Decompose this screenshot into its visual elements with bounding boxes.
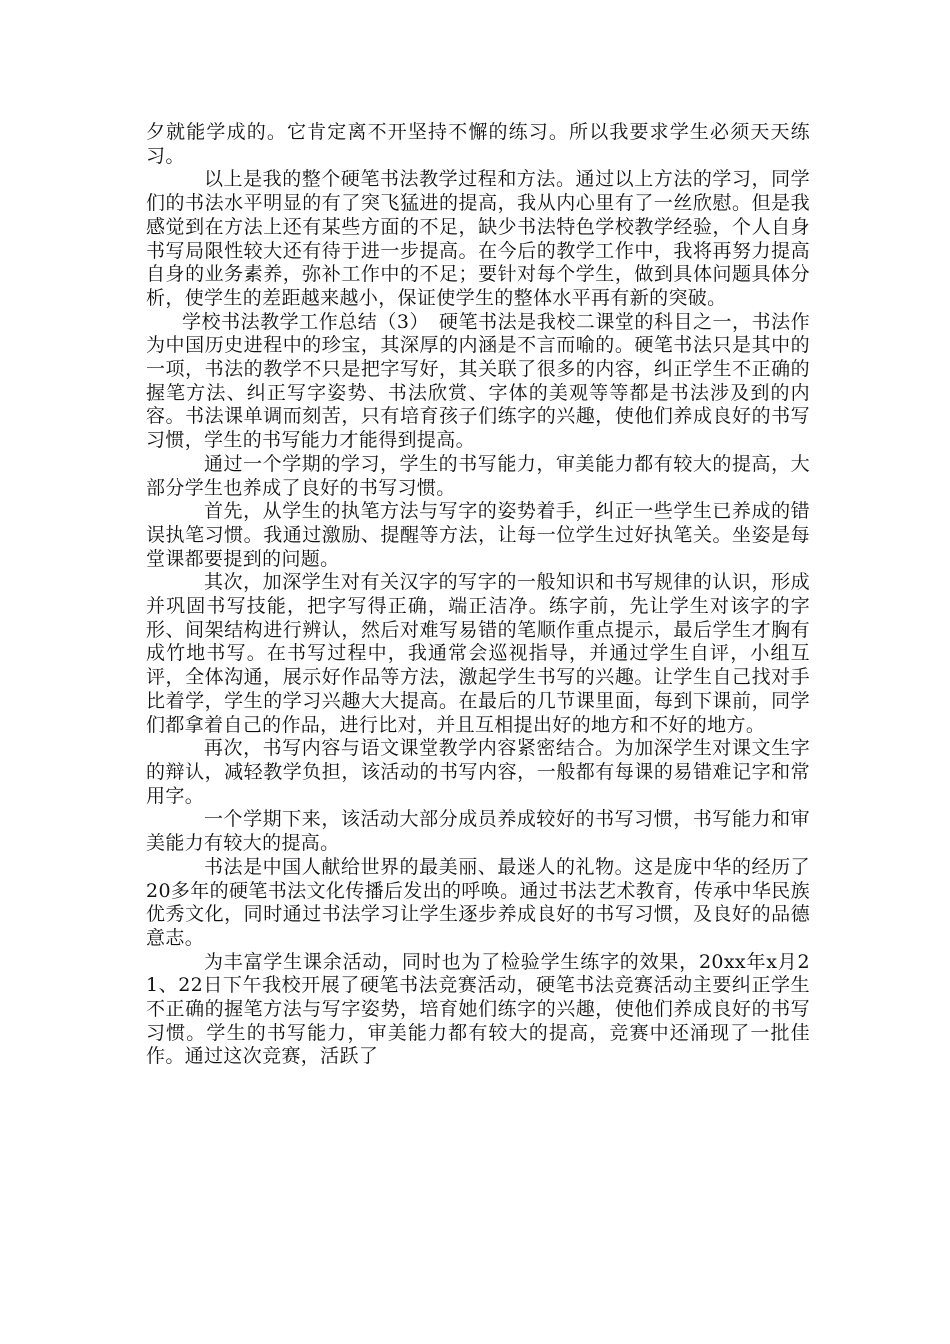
paragraph-third: 再次，书写内容与语文课堂教学内容紧密结合。为加深学生对课文生字的辩认，减轻教学负担，该活动的书写内容，一般都有每课的易错难记字和常用字。	[146, 737, 810, 807]
paragraph-first: 首先，从学生的执笔方法与写字的姿势着手，纠正一些学生已养成的错误执笔习惯。我通过激励、提醒等方法，让每一位学生过好执笔关。坐姿是每堂课都要提到的问题。	[146, 500, 810, 570]
paragraph-semester-end: 一个学期下来，该活动大部分成员养成较好的书写习惯，书写能力和审美能力有较大的提高。	[146, 808, 810, 855]
paragraph-semester-result: 通过一个学期的学习，学生的书写能力，审美能力都有较大的提高，大部分学生也养成了良好的书写习惯。	[146, 452, 810, 499]
paragraph-summary: 以上是我的整个硬笔书法教学过程和方法。通过以上方法的学习，同学们的书法水平明显的有了突飞猛进的提高，我从内心里有了一丝欣慰。但是我感觉到在方法上还有某些方面的不足，缺少书法特色学校教学经验，个人自身书写局限性较大还有待于进一步提高。在今后的教学工作中，我将再努力提高自身的业务素养，弥补工作中的不足；要针对每个学生，做到具体问题具体分析，使学生的差距越来越小，保证使学生的整体水平再有新的突破。	[146, 168, 810, 309]
paragraph-second: 其次，加深学生对有关汉字的写字的一般知识和书写规律的认识，形成并巩固书写技能，把字写得正确，端正洁净。练字前，先让学生对该字的字形、间架结构进行辨认，然后对难写易错的笔顺作重点提示，最后学生才胸有成竹地书写。在书写过程中，我通常会巡视指导，并通过学生自评，小组互评，全体沟通，展示好作品等方法，激起学生书写的兴趣。让学生自己找对手比着学，学生的学习兴趣大大提高。在最后的几节课里面，每到下课前，同学们都拿着自己的作品，进行比对，并且互相提出好的地方和不好的地方。	[146, 571, 810, 736]
paragraph-section-3-intro: 学校书法教学工作总结（3） 硬笔书法是我校二课堂的科目之一，书法作为中国历史进程中的珍宝，其深厚的内涵是不言而喻的。硬笔书法只是其中的一项，书法的教学不只是把字写好，其关联了很多的内容，纠正学生不正确的握笔方法、纠正写字姿势、书法欣赏、字体的美观等等都是书法涉及到的内容。书法课单调而刻苦，只有培育孩子们练字的兴趣，使他们养成良好的书写习惯，学生的书写能力才能得到提高。	[146, 310, 810, 452]
paragraph-calligraphy-gift: 书法是中国人献给世界的最美丽、最迷人的礼物。这是庞中华的经历了20多年的硬笔书法文化传播后发出的呼唤。通过书法艺术教育，传承中华民族优秀文化，同时通过书法学习让学生逐步养成良好的书写习惯，及良好的品德意志。	[146, 855, 810, 949]
document-page	[146, 121, 810, 1069]
paragraph-competition: 为丰富学生课余活动，同时也为了检验学生练字的效果，20xx年x月21、22日下午我校开展了硬笔书法竞赛活动，硬笔书法竞赛活动主要纠正学生不正确的握笔方法与写字姿势，培育她们练字的兴趣，使他们养成良好的书写习惯。学生的书写能力，审美能力都有较大的提高，竞赛中还涌现了一批佳作。通过这次竞赛，活跃了	[146, 950, 810, 1068]
paragraph-continuation: 夕就能学成的。它肯定离不开坚持不懈的练习。所以我要求学生必须天天练习。	[146, 121, 810, 167]
